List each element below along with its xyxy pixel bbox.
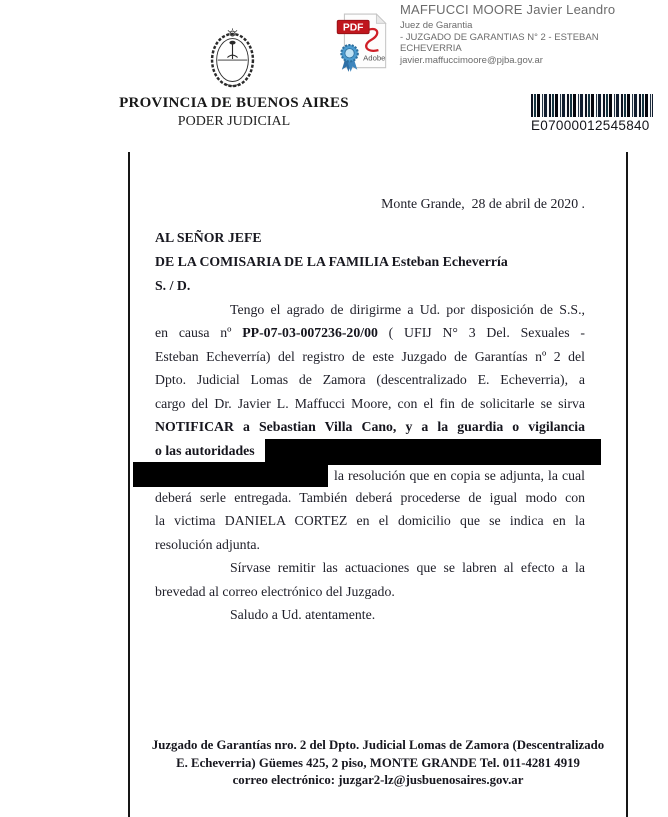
left-margin-line — [128, 152, 130, 817]
body-line: Saludo a Ud. atentamente. — [230, 607, 376, 622]
letter-body — [155, 192, 585, 627]
body-line: resolución adjunta. — [155, 536, 260, 552]
province-title: PROVINCIA DE BUENOS AIRES — [119, 95, 349, 111]
body-line: cargo del Dr. Javier L. Maffucci Moore, con el fin de solicitarle se sirva — [155, 395, 585, 411]
recipient-line-2: DE LA COMISARIA DE LA FAMILIA Esteban Echeverría — [155, 253, 508, 269]
footer-line-1: Juzgado de Garantías nro. 2 del Dpto. Judicial Lomas de Zamora (Descentralizado — [151, 738, 605, 752]
body-line: deberá serle entregada. También deberá procederse de igual modo con — [155, 489, 585, 505]
coat-of-arms-icon — [209, 27, 256, 89]
stamp-email: javier.maffuccimoore@pjba.gov.ar — [400, 54, 543, 66]
stamp-court: - JUZGADO DE GARANTIAS N° 2 - ESTEBAN ECHEVERRIA — [400, 31, 599, 54]
adobe-ribbon-icon — [341, 45, 358, 72]
body-line: o las autoridades — [155, 439, 585, 463]
barcode — [531, 94, 655, 133]
body-line: la resolución que en copia se adjunta, la cual — [155, 462, 585, 486]
recipient-line-3: S. / D. — [155, 277, 191, 293]
barcode-value: E07000012545840 — [531, 118, 650, 133]
footer-line-2: E. Echeverria) Güemes 425, 2 piso, MONTE GRANDE Tel. 011-4281 4919 — [176, 755, 580, 770]
adobe-label: Adobe — [363, 53, 386, 63]
redaction-bar — [133, 462, 328, 487]
body-line: la victima DANIELA CORTEZ en el domicilio que se indica en la — [155, 513, 585, 528]
pdf-label: PDF — [342, 22, 364, 34]
judiciary-subtitle: PODER JUDICIAL — [177, 114, 291, 129]
stamp-signer-role: Juez de Garantia — [400, 20, 473, 31]
body-line: brevedad al correo electrónico del Juzgado. — [155, 583, 395, 599]
right-margin-line — [626, 152, 628, 817]
signature-stamp — [400, 2, 662, 66]
letterhead — [104, 95, 364, 130]
body-line: en causa nº PP-07-03-007236-20/00 ( UFIJ N° 3 Del. Sexuales - — [155, 325, 585, 340]
body-line: NOTIFICAR a Sebastian Villa Cano, y a la guardia o vigilancia — [155, 419, 585, 434]
body-line: Tengo el agrado de dirigirme a Ud. por disposición de S.S., — [230, 301, 585, 317]
body-line: Esteban Echeverría) del registro de este Juzgado de Garantías nº 2 del — [155, 348, 585, 364]
pdf-certificate-icon — [336, 12, 392, 78]
letter-body-lines — [155, 298, 585, 627]
court-footer — [128, 737, 628, 790]
barcode-bars-icon — [531, 94, 653, 117]
footer-line-3: correo electrónico: juzgar2-lz@jusbuenosaires.gov.ar — [232, 773, 524, 787]
recipient-block — [155, 226, 585, 298]
body-line: Sírvase remitir las actuaciones que se labren al efecto a la — [230, 560, 585, 575]
recipient-line-1: AL SEÑOR JEFE — [155, 229, 262, 245]
stamp-signer-name: MAFFUCCI MOORE Javier Leandro — [400, 2, 616, 17]
body-line: Dpto. Judicial Lomas de Zamora (descentralizado E. Echeverria), a — [155, 372, 585, 387]
date-line: Monte Grande, 28 de abril de 2020 . — [381, 196, 585, 211]
